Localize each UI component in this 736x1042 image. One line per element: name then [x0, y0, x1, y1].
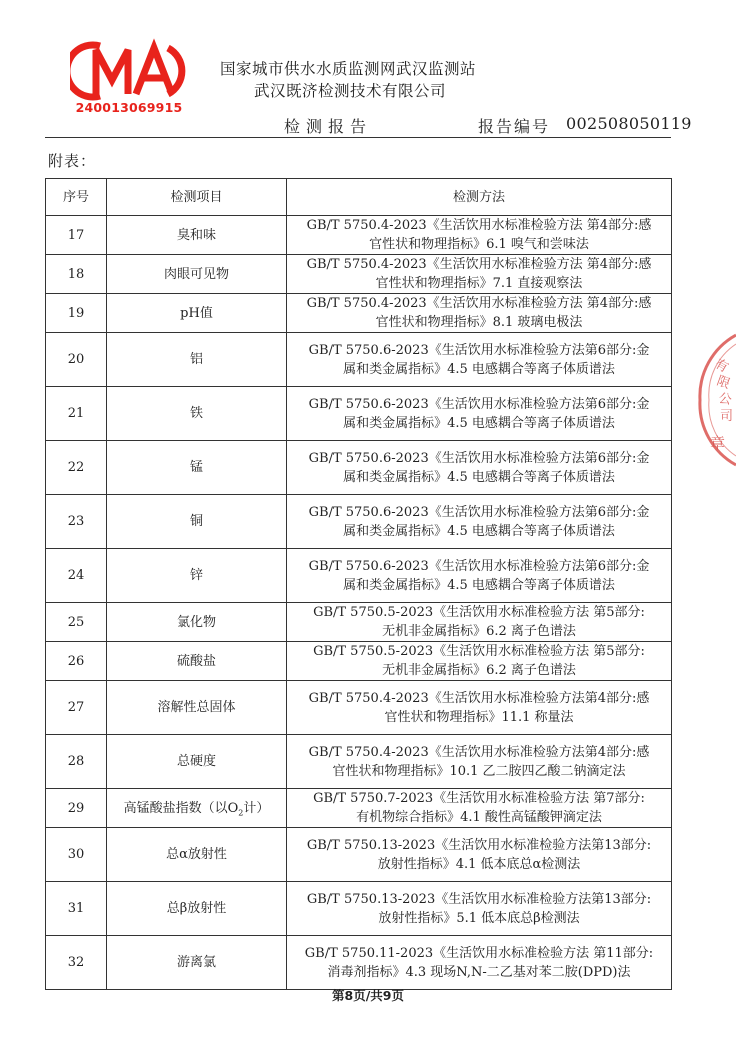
test-item-cell: 总α放射性: [107, 828, 287, 882]
test-method-cell: [287, 495, 672, 549]
test-method-line: GB/T 5750.4-2023《生活饮用水标准检验方法 第4部分:感: [306, 296, 652, 311]
test-method-cell: [287, 216, 672, 255]
test-method-cell: [287, 936, 672, 990]
test-method-line: GB/T 5750.11-2023《生活饮用水标准检验方法 第11部分:: [304, 945, 654, 961]
test-item-cell: 臭和味: [107, 216, 287, 255]
serial-no-cell: 23: [46, 495, 107, 549]
report-title: 检测报告: [284, 117, 373, 136]
test-method-line: 无机非金属指标》6.2 离子色谱法: [382, 624, 576, 639]
test-method-cell: [287, 441, 672, 495]
table-row: [46, 495, 672, 549]
report-number: 002508050119: [566, 114, 692, 133]
test-method-line: GB/T 5750.6-2023《生活饮用水标准检验方法第6部分:金: [308, 450, 650, 466]
table-row: [46, 642, 672, 681]
test-method-line: GB/T 5750.4-2023《生活饮用水标准检验方法 第4部分:感: [306, 218, 652, 233]
serial-no-cell: 24: [46, 549, 107, 603]
test-method-cell: [287, 828, 672, 882]
test-item-cell: pH值: [107, 294, 287, 333]
test-method-line: GB/T 5750.4-2023《生活饮用水标准检验方法第4部分:感: [308, 744, 650, 760]
test-methods-table: [45, 178, 672, 990]
serial-no-cell: 21: [46, 387, 107, 441]
table-row: [46, 603, 672, 642]
test-item-cell: 锰: [107, 441, 287, 495]
test-item-cell: 总β放射性: [107, 882, 287, 936]
test-method-cell: [287, 642, 672, 681]
test-item-cell: 氯化物: [107, 603, 287, 642]
test-method-cell: [287, 387, 672, 441]
test-method-cell: [287, 603, 672, 642]
test-item-cell: 游离氯: [107, 936, 287, 990]
test-item-cell: [107, 789, 287, 828]
test-method-line: 官性状和物理指标》10.1 乙二胺四乙酸二钠滴定法: [332, 763, 626, 779]
test-method-line: GB/T 5750.4-2023《生活饮用水标准检验方法第4部分:感: [308, 690, 650, 706]
svg-text:限: 限: [714, 373, 732, 393]
cma-certificate-number: 240013069915: [75, 100, 183, 115]
header-serial-no: 序号: [46, 179, 107, 216]
test-method-line: 官性状和物理指标》11.1 称量法: [384, 709, 574, 725]
test-item-tail: 计）: [243, 800, 270, 816]
serial-no-cell: 18: [46, 255, 107, 294]
organization-name-1: 国家城市供水水质监测网武汉监测站: [220, 60, 477, 78]
test-item-cell: 铁: [107, 387, 287, 441]
test-method-line: 放射性指标》5.1 低本底总β检测法: [378, 910, 580, 926]
test-method-line: GB/T 5750.6-2023《生活饮用水标准检验方法第6部分:金: [308, 342, 650, 358]
test-item-cell: 铜: [107, 495, 287, 549]
page-number: 第8页/共9页: [332, 988, 404, 1003]
test-method-line: GB/T 5750.6-2023《生活饮用水标准检验方法第6部分:金: [308, 396, 650, 412]
test-method-cell: [287, 255, 672, 294]
test-method-line: GB/T 5750.6-2023《生活饮用水标准检验方法第6部分:金: [308, 558, 650, 574]
test-method-line: 无机非金属指标》6.2 离子色谱法: [382, 663, 576, 678]
header-divider: [45, 137, 671, 138]
svg-text:章: 章: [710, 434, 726, 452]
test-method-line: 属和类金属指标》4.5 电感耦合等离子体质谱法: [343, 523, 615, 539]
table-row: [46, 735, 672, 789]
svg-text:公: 公: [717, 391, 733, 409]
table-row: [46, 936, 672, 990]
table-row: [46, 387, 672, 441]
table-row: [46, 882, 672, 936]
test-method-line: 有机物综合指标》4.1 酸性高锰酸钾滴定法: [356, 810, 602, 825]
test-item-cell: 肉眼可见物: [107, 255, 287, 294]
serial-no-cell: 31: [46, 882, 107, 936]
report-number-label: 报告编号: [478, 117, 551, 136]
company-seal: [690, 330, 736, 470]
serial-no-cell: 32: [46, 936, 107, 990]
test-method-line: GB/T 5750.6-2023《生活饮用水标准检验方法第6部分:金: [308, 504, 650, 520]
svg-text:有: 有: [712, 356, 731, 376]
serial-no-cell: 28: [46, 735, 107, 789]
svg-text:司: 司: [720, 409, 734, 424]
header-test-method: 检测方法: [287, 179, 672, 216]
test-method-cell: [287, 294, 672, 333]
table-row: [46, 828, 672, 882]
annex-label: 附表：: [48, 152, 97, 170]
table-row: [46, 333, 672, 387]
test-method-line: GB/T 5750.7-2023《生活饮用水标准检验方法 第7部分:: [313, 791, 645, 806]
test-method-line: 消毒剂指标》4.3 现场N,N-二乙基对苯二胺(DPD)法: [327, 964, 631, 980]
serial-no-cell: 20: [46, 333, 107, 387]
test-method-line: 放射性指标》4.1 低本底总α检测法: [377, 856, 581, 872]
table-row: [46, 294, 672, 333]
test-method-cell: [287, 882, 672, 936]
test-method-cell: [287, 333, 672, 387]
serial-no-cell: 27: [46, 681, 107, 735]
serial-no-cell: 30: [46, 828, 107, 882]
test-method-line: 属和类金属指标》4.5 电感耦合等离子体质谱法: [343, 577, 615, 593]
test-item-text: 高锰酸盐指数（以O: [123, 800, 239, 816]
header-test-item: 检测项目: [107, 179, 287, 216]
serial-no-cell: 29: [46, 789, 107, 828]
table-row: [46, 441, 672, 495]
test-method-line: GB/T 5750.13-2023《生活饮用水标准检验方法第13部分:: [306, 891, 652, 907]
test-method-line: 属和类金属指标》4.5 电感耦合等离子体质谱法: [343, 415, 615, 431]
test-item-cell: 锌: [107, 549, 287, 603]
serial-no-cell: 26: [46, 642, 107, 681]
test-method-cell: [287, 735, 672, 789]
table-row: [46, 789, 672, 828]
test-method-line: 官性状和物理指标》6.1 嗅气和尝味法: [369, 237, 589, 252]
table-row: [46, 549, 672, 603]
table-row: [46, 216, 672, 255]
test-method-line: GB/T 5750.4-2023《生活饮用水标准检验方法 第4部分:感: [306, 257, 652, 272]
test-item-cell: 总硬度: [107, 735, 287, 789]
test-item-cell: 溶解性总固体: [107, 681, 287, 735]
test-method-cell: [287, 549, 672, 603]
organization-name-2: 武汉既济检测技术有限公司: [254, 82, 447, 100]
test-method-line: 属和类金属指标》4.5 电感耦合等离子体质谱法: [343, 469, 615, 485]
test-method-line: 官性状和物理指标》8.1 玻璃电极法: [375, 315, 583, 330]
test-method-line: 属和类金属指标》4.5 电感耦合等离子体质谱法: [343, 361, 615, 377]
test-item-subscript: 2: [238, 808, 244, 818]
test-method-line: GB/T 5750.5-2023《生活饮用水标准检验方法 第5部分:: [313, 644, 645, 659]
serial-no-cell: 25: [46, 603, 107, 642]
test-item-cell: 铝: [107, 333, 287, 387]
serial-no-cell: 22: [46, 441, 107, 495]
test-method-line: GB/T 5750.5-2023《生活饮用水标准检验方法 第5部分:: [313, 605, 645, 620]
serial-no-cell: 17: [46, 216, 107, 255]
test-method-line: 官性状和物理指标》7.1 直接观察法: [375, 276, 583, 291]
table-header-row: [46, 179, 672, 216]
test-item-cell: 硫酸盐: [107, 642, 287, 681]
test-method-cell: [287, 681, 672, 735]
test-method-line: GB/T 5750.13-2023《生活饮用水标准检验方法第13部分:: [306, 837, 652, 853]
test-method-cell: [287, 789, 672, 828]
table-row: [46, 681, 672, 735]
serial-no-cell: 19: [46, 294, 107, 333]
table-row: [46, 255, 672, 294]
